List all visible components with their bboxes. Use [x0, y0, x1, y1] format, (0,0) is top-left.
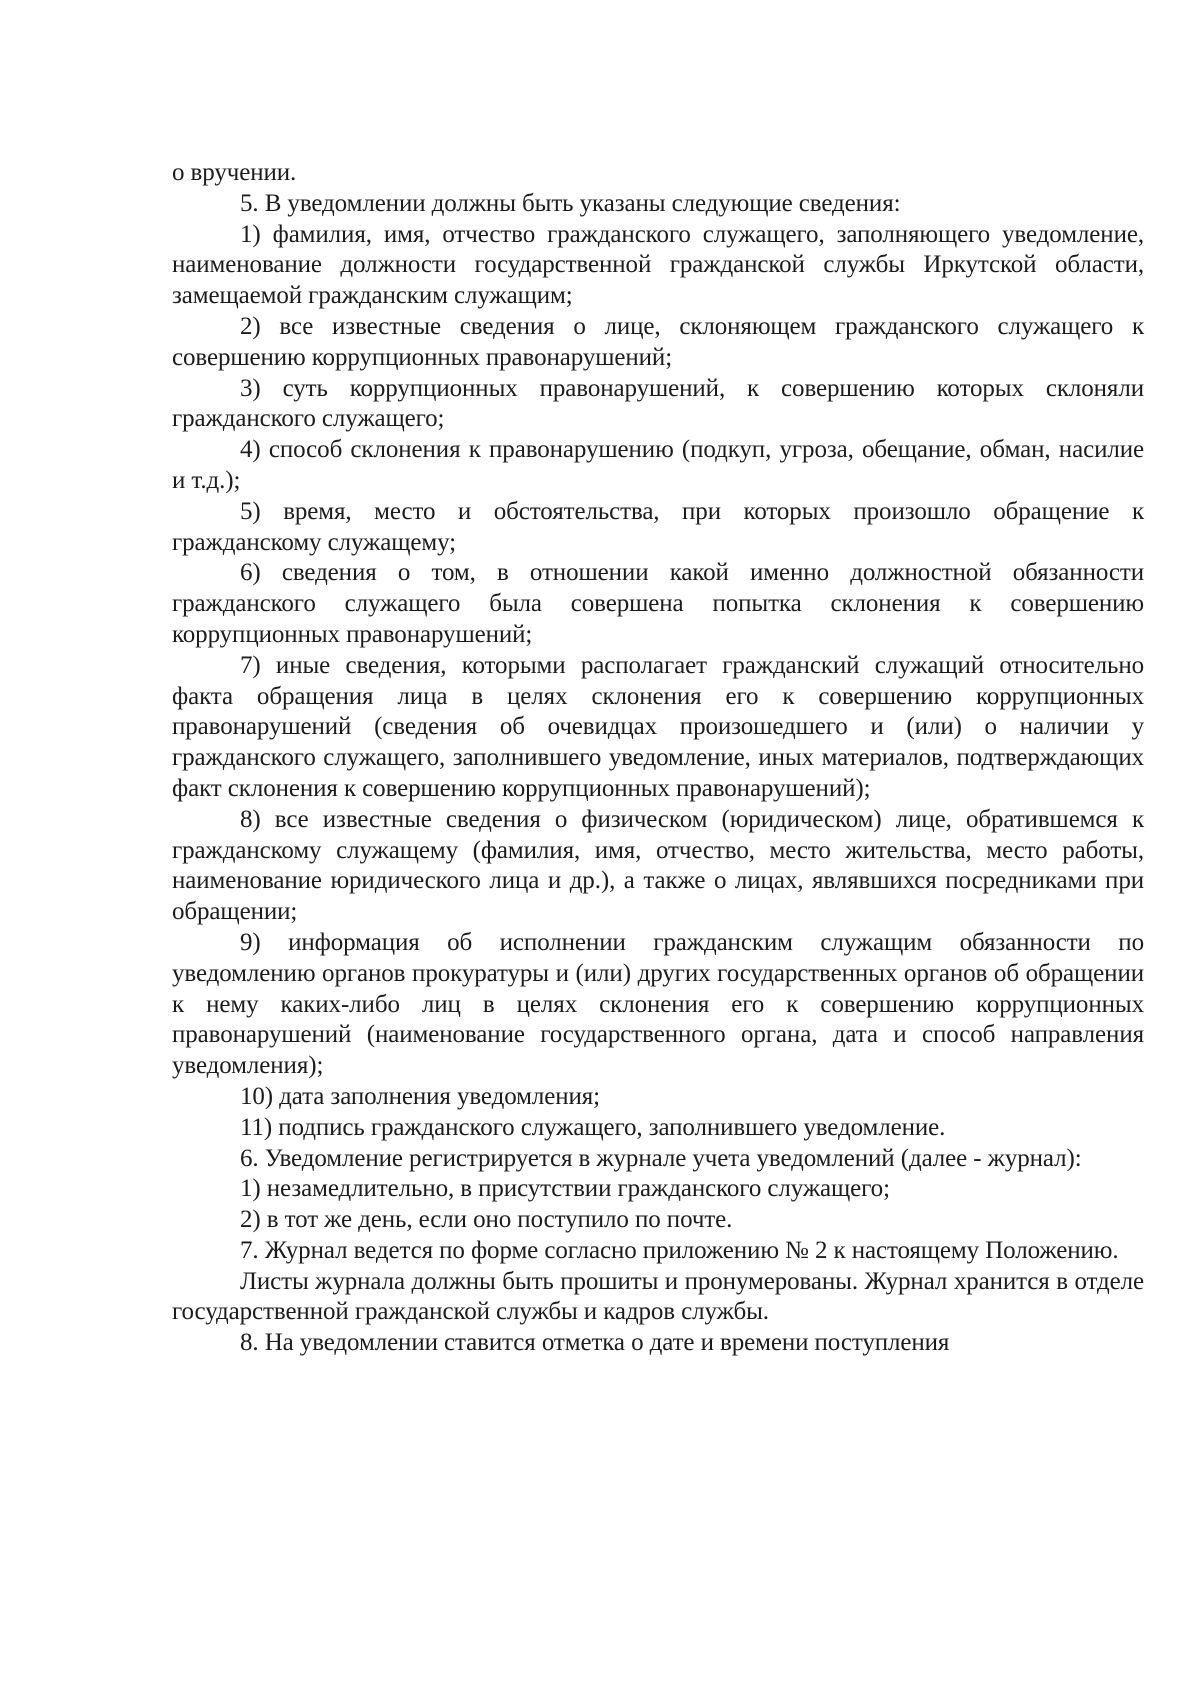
- paragraph-subitem-7: 7) иные сведения, которыми располагает гражданский служащий относительно факта обращения лица в целях склонения его к совершению коррупционных правонарушений (сведения об очевидцах произошедшего и (или) о наличии у гражданского служащего, заполнившего уведомление, иных материалов, подтверждающих факт склонения к совершению коррупционных правонарушений);: [172, 651, 1144, 802]
- paragraph-subitem-6: 6) сведения о том, в отношении какой именно должностной обязанности гражданского служащего была совершена попытка склонения к совершению коррупционных правонарушений;: [172, 559, 1144, 648]
- paragraph-item-5: 5. В уведомлении должны быть указаны следующие сведения:: [240, 189, 901, 217]
- paragraph-subitem-4: 4) способ склонения к правонарушению (подкуп, угроза, обещание, обман, насилие и т.д.);: [172, 436, 1144, 494]
- paragraph-subitem-2: 2) все известные сведения о лице, склоняющем гражданского служащего к совершению коррупционных правонарушений;: [172, 312, 1144, 371]
- paragraph-subitem-3: 3) суть коррупционных правонарушений, к совершению которых склоняли гражданского служащего;: [172, 374, 1144, 433]
- paragraph-subitem-8: 8) все известные сведения о физическом (юридическом) лице, обратившемся к гражданскому служащему (фамилия, имя, отчество, место жительства, место работы, наименование юридического лица и др.), а также о лицах, являвшихся посредниками при обращении;: [172, 805, 1144, 926]
- paragraph-subitem-5: 5) время, место и обстоятельства, при которых произошло обращение к гражданскому служащему;: [172, 497, 1144, 556]
- paragraph-item-8: 8. На уведомлении ставится отметка о дате и времени поступления: [240, 1329, 950, 1357]
- paragraph-item-6-subitem-1: 1) незамедлительно, в присутствии гражданского служащего;: [240, 1175, 890, 1203]
- paragraph-item-6: 6. Уведомление регистрируется в журнале учета уведомлений (далее - журнал):: [240, 1144, 1082, 1172]
- paragraph-item-6-subitem-2: 2) в тот же день, если оно поступило по почте.: [240, 1206, 733, 1234]
- paragraph-continuation: о вручении.: [172, 159, 297, 186]
- paragraph-subitem-9: 9) информация об исполнении гражданским служащим обязанности по уведомлению органов прокуратуры и (или) других государственных органов об обращении к нему каких-либо лиц в целях склонения его к совершению коррупционных правонарушений (наименование государственного органа, дата и способ направления уведомления);: [172, 928, 1144, 1080]
- paragraph-subitem-11: 11) подпись гражданского служащего, заполнившего уведомление.: [240, 1113, 946, 1141]
- paragraph-subitem-10: 10) дата заполнения уведомления;: [240, 1082, 601, 1110]
- paragraph-item-7: 7. Журнал ведется по форме согласно приложению № 2 к настоящему Положению.: [240, 1236, 1119, 1264]
- paragraph-subitem-1: 1) фамилия, имя, отчество гражданского служащего, заполняющего уведомление, наименование должности государственной гражданской службы Иркутской области, замещаемой гражданским служащим;: [172, 220, 1144, 310]
- document-page: [172, 158, 1144, 1359]
- paragraph-journal-sheets: Листы журнала должны быть прошиты и пронумерованы. Журнал хранится в отделе государственной гражданской службы и кадров службы.: [172, 1267, 1144, 1326]
